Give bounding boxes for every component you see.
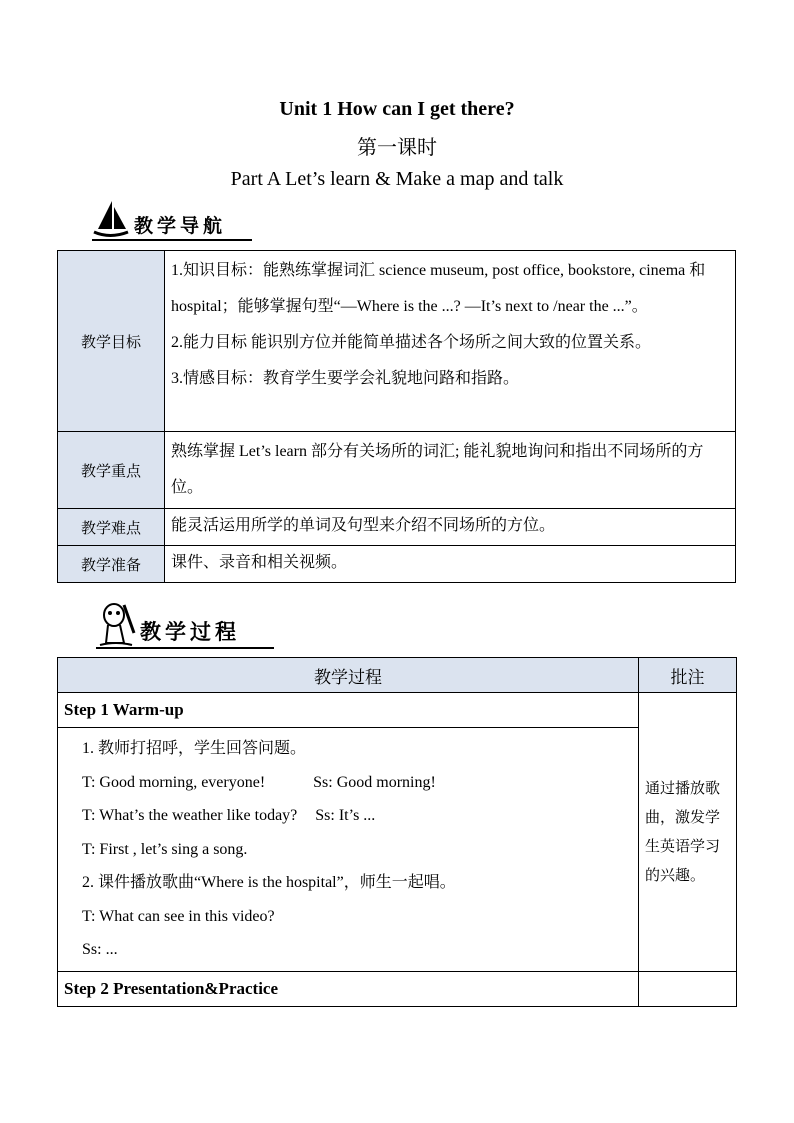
table-row — [58, 432, 736, 509]
table-row — [58, 251, 736, 432]
body-line: 2. 课件播放歌曲“Where is the hospital”，师生一起唱。 — [82, 874, 456, 891]
table-row — [58, 728, 737, 972]
body-line: T: First , let’s sing a song. — [82, 840, 248, 858]
process-banner-label: 教学过程 — [140, 620, 240, 644]
table-row — [58, 509, 736, 546]
sailboat-icon — [92, 199, 130, 244]
body-line: 1. 教师打招呼，学生回答问题。 — [82, 740, 307, 757]
row-label: 教学重点 — [58, 432, 165, 509]
row-content: 熟练掌握 Let’s learn 部分有关场所的词汇; 能礼貌地询问和指出不同场所的方位。 — [165, 432, 736, 509]
pencil-character-icon — [96, 601, 136, 652]
step-1-note: 通过播放歌曲，激发学生英语学习的兴趣。 — [639, 693, 737, 972]
body-line: T: What can see in this video? — [82, 907, 275, 925]
step-1-body — [58, 728, 639, 972]
row-content: 能灵活运用所学的单词及句型来介绍不同场所的方位。 — [165, 509, 736, 546]
row-label: 教学难点 — [58, 509, 165, 546]
nav-banner-label: 教学导航 — [134, 215, 227, 237]
row-content — [165, 251, 736, 432]
document-title: Unit 1 How can I get there? — [279, 98, 515, 120]
process-banner-underline — [96, 647, 274, 649]
table-row — [58, 546, 736, 583]
header-process: 教学过程 — [58, 658, 639, 693]
step-2-note — [639, 971, 737, 1006]
goal-line: 2.能力目标 能识别方位并能简单描述各个场所之间大致的位置关系。 — [171, 334, 652, 351]
table-row — [58, 693, 737, 728]
row-label: 教学准备 — [58, 546, 165, 583]
body-line — [82, 766, 632, 800]
lesson-number: 第一课时 — [357, 137, 437, 159]
header-notes: 批注 — [639, 658, 737, 693]
row-label: 教学目标 — [58, 251, 165, 432]
process-table — [57, 657, 737, 1007]
table-row — [58, 971, 737, 1006]
document-subtitle: Part A Let’s learn & Make a map and talk — [230, 168, 564, 190]
step-2-title: Step 2 Presentation&Practice — [58, 971, 639, 1006]
step-1-title: Step 1 Warm-up — [58, 693, 639, 728]
dialog-students: Ss: Good morning! — [313, 773, 436, 791]
dialog-students: Ss: It’s ... — [315, 807, 376, 824]
nav-banner-underline — [92, 239, 252, 241]
body-line — [82, 799, 632, 833]
process-banner — [96, 600, 276, 652]
body-line: Ss: ... — [82, 941, 118, 958]
nav-banner — [92, 198, 272, 244]
goal-line: 1.知识目标：能熟练掌握词汇 science museum, post office, bookstore, cinema 和 hospital；能够掌握句型“—Where is the ...? —It’s next to /near the ...”。 — [171, 262, 706, 315]
goal-line: 3.情感目标：教育学生要学会礼貌地问路和指路。 — [171, 370, 520, 387]
goals-table — [57, 250, 736, 583]
table-header-row — [58, 658, 737, 693]
dialog-teacher: T: Good morning, everyone! — [82, 773, 266, 791]
dialog-teacher: T: What’s the weather like today? — [82, 807, 298, 824]
row-content: 课件、录音和相关视频。 — [165, 546, 736, 583]
